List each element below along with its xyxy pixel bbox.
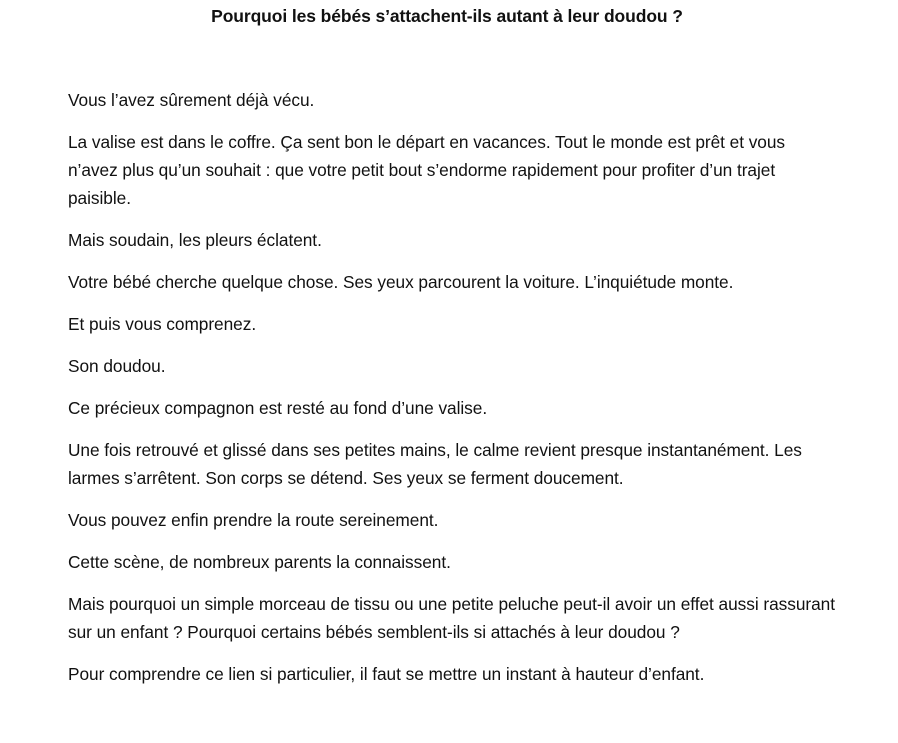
document-body [68,86,838,702]
paragraph: Cette scène, de nombreux parents la connaissent. [68,551,451,572]
paragraph: Et puis vous comprenez. [68,314,257,335]
paragraph: Votre bébé cherche quelque chose. Ses yeux parcourent la voiture. L’inquiétude monte. [68,272,734,293]
paragraph: Une fois retrouvé et glissé dans ses petites mains, le calme revient presque instantanément. Les larmes s’arrêtent. Son corps se détend. Ses yeux se ferment doucement. [68,439,802,489]
paragraph: Vous l’avez sûrement déjà vécu. [68,90,315,110]
paragraph: Son doudou. [68,356,166,377]
paragraph: Mais soudain, les pleurs éclatent. [68,230,322,251]
document-title: Pourquoi les bébés s’attachent-ils autant à leur doudou ? [211,6,683,26]
paragraph: Vous pouvez enfin prendre la route sereinement. [68,510,439,531]
paragraph: Ce précieux compagnon est resté au fond d’une valise. [68,397,488,418]
paragraph: Mais pourquoi un simple morceau de tissu ou une petite peluche peut-il avoir un effet aussi rassurant sur un enfant ? Pourquoi certains bébés semblent-ils si attachés à leur doudou ? [68,593,835,643]
paragraph: La valise est dans le coffre. Ça sent bon le départ en vacances. Tout le monde est prêt et vous n’avez plus qu’un souhait : que votre petit bout s’endorme rapidement pour profiter d’un trajet paisible. [68,131,786,209]
paragraph: Pour comprendre ce lien si particulier, il faut se mettre un instant à hauteur d’enfant. [68,663,705,684]
